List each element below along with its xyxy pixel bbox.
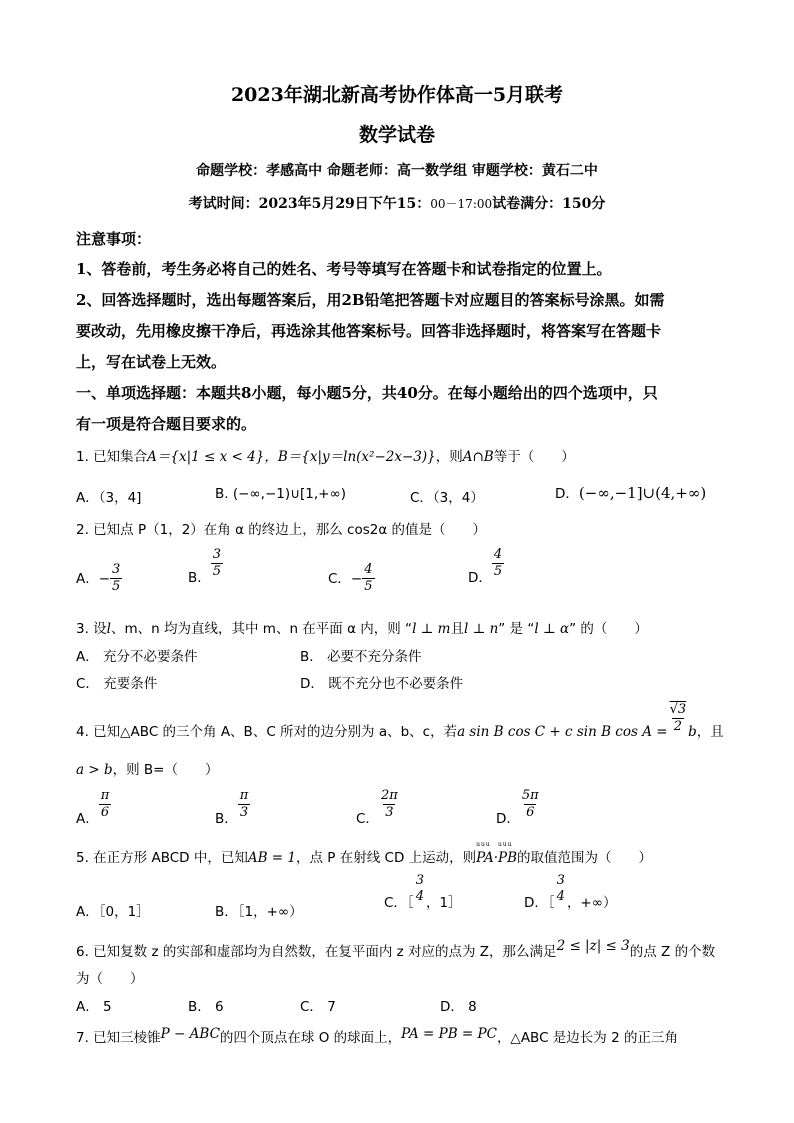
q5-option-c	[384, 873, 462, 912]
q1-option-c: C．（3，4）	[410, 490, 484, 506]
q1-option-d-math: (−∞,−1]∪(4,+∞)	[578, 484, 707, 502]
exam-subtitle: 数学试卷	[358, 124, 435, 146]
q2-c-num: 4	[364, 562, 373, 577]
exam-authors: 命题学校：孝感高中 命题老师：高一数学组 审题学校：黄石二中	[196, 163, 598, 179]
q6-option-c: C． 7	[300, 999, 336, 1015]
q2-a-num: 3	[112, 562, 121, 577]
q5-d-pre: D．［	[524, 895, 555, 912]
question-4-stem	[76, 702, 724, 740]
question-2-stem: 2. 已知点 P（1，2）在角 α 的终边上，那么 cos2α 的值是（ ）	[76, 522, 487, 538]
q5-vector-pa: uuu PA	[476, 850, 494, 866]
note-1: 1、答卷前，考生务必将自己的姓名、考号等填写在答题卡和试卷指定的位置上。	[76, 260, 612, 278]
q6-option-d: D． 8	[440, 999, 477, 1015]
q5-s3: 的取值范围为（ ）	[517, 850, 653, 866]
exam-time-line	[0, 193, 794, 213]
question-5-stem	[76, 846, 652, 866]
q4-d-den: 6	[526, 805, 535, 821]
q5-s2: ，点 P 在射线 CD 上运动，则	[296, 850, 477, 866]
q2-d-den: 5	[493, 564, 503, 580]
notes-heading: 注意事项：	[76, 230, 152, 248]
q4-option-d	[496, 788, 541, 827]
q2-option-c	[328, 562, 375, 596]
q5-d-fraction	[555, 873, 567, 906]
q5-c-pre: C．［	[384, 895, 414, 912]
q2-a-label: A．−	[76, 570, 111, 587]
q5-s1: 5. 在正方形 ABCD 中，已知	[76, 850, 248, 866]
q1-set-b: B＝{x|y＝ln(x²−2x−3)}	[277, 449, 436, 465]
q2-b-fraction	[211, 547, 223, 581]
q4-b-fraction	[238, 788, 251, 822]
note-2-line-1: 2、回答选择题时，选出每题答案后，用2B铅笔把答题卡对应题目的答案标号涂黑。如需	[76, 291, 665, 309]
q4-b-num: π	[239, 788, 249, 803]
q5-c-den: 4	[415, 889, 424, 905]
q2-b-den: 5	[212, 564, 222, 580]
q4-c-label: C．	[356, 810, 379, 827]
q1-set-a: A＝{x|1 ≤ x < 4}，	[147, 449, 278, 465]
q3-l: l	[106, 621, 111, 637]
q2-a-den: 5	[112, 579, 121, 595]
q5-option-d	[524, 873, 617, 912]
q4-b: b	[688, 723, 697, 740]
exam-full-score: 试卷满分：150分	[492, 196, 606, 212]
q2-b-num: 3	[212, 547, 222, 562]
q4-s2: ，且	[696, 723, 724, 740]
q3-cond-2: l ⊥ n	[463, 621, 499, 637]
q5-c-fraction	[414, 873, 426, 906]
q3-s5: ” 的（ ）	[569, 621, 648, 637]
q5-option-b: B．［1，+∞）	[215, 904, 303, 920]
q3-option-b: B． 必要不充分条件	[300, 649, 422, 665]
q4-option-b	[215, 788, 250, 827]
q2-d-num: 4	[493, 547, 503, 562]
q4-frac-den: 2	[673, 719, 682, 735]
q6-option-a: A． 5	[76, 999, 112, 1015]
note-2-line-3: 上，写在试卷上无效。	[76, 353, 227, 371]
q4-d-fraction	[520, 788, 541, 822]
q4-a-den: 6	[100, 805, 110, 821]
q1-pre: 1. 已知集合	[76, 449, 148, 465]
q1-intersection: A∩B	[462, 449, 494, 465]
q6-option-b: B． 6	[188, 999, 224, 1015]
q2-d-label: D．	[468, 569, 492, 586]
section-heading-line-1: 一、单项选择题：本题共8小题，每小题5分，共40分。在每小题给出的四个选项中，只	[76, 384, 658, 402]
q3-cond-3: l ⊥ α	[534, 621, 570, 637]
q3-option-c: C． 充要条件	[76, 676, 158, 692]
q6-s2: 的点 Z 的个数	[629, 944, 716, 960]
section-heading-line-2: 有一项是符合题目要求的。	[76, 415, 257, 433]
q7-s3: ，△ABC 是边长为 2 的正三角	[496, 1030, 678, 1046]
q2-option-a	[76, 562, 122, 596]
q4-option-c	[356, 788, 400, 827]
q3-option-a: A． 充分不必要条件	[76, 649, 198, 665]
q5-d-post: ，+∞）	[566, 895, 617, 912]
q4-a-label: A．	[76, 810, 99, 827]
q4-option-a	[76, 788, 111, 827]
q4-a-fraction	[99, 788, 112, 822]
q3-s3: 且	[450, 621, 464, 637]
q2-option-b	[188, 547, 223, 586]
q5-vector-pb: uuu PB	[498, 850, 517, 866]
q4-fraction	[668, 702, 689, 736]
q5-d-num: 3	[556, 873, 565, 888]
q6-condition: 2 ≤ |z| ≤ 3	[556, 938, 630, 954]
q4-c-den: 3	[385, 805, 394, 821]
exam-time: 考试时间：2023年5月29日下午15：	[188, 196, 431, 212]
q6-s1: 6. 已知复数 z 的实部和虚部均为自然数，在复平面内 z 对应的点为 Z，那么满足	[76, 944, 557, 960]
note-2-line-2: 要改动，先用橡皮擦干净后，再选涂其他答案标号。回答非选择题时，将答案写在答题卡	[76, 322, 662, 340]
q2-d-fraction	[492, 547, 504, 581]
question-6-line-2: 为（ ）	[76, 971, 144, 987]
q2-a-fraction	[110, 562, 122, 596]
q4-c-num: 2π	[380, 788, 398, 803]
q2-c-den: 5	[364, 579, 373, 595]
question-6-stem	[76, 940, 715, 960]
q3-option-d: D． 既不充分也不必要条件	[300, 676, 464, 692]
q3-s4: ” 是 “	[498, 621, 535, 637]
q3-cond-1: l ⊥ m	[412, 621, 451, 637]
q2-b-label: B．	[188, 569, 211, 586]
q5-option-a: A．［0，1］	[76, 904, 150, 920]
q5-d-den: 4	[556, 889, 565, 905]
q4-d-num: 5π	[521, 788, 539, 803]
q1-mid: ，则	[435, 449, 463, 465]
q4-ask: ，则 B=（ ）	[112, 762, 219, 778]
q1-option-a: A．（3，4]	[76, 490, 142, 506]
q2-c-label: C．−	[328, 570, 363, 587]
q7-tetrahedron: P − ABC	[160, 1026, 220, 1042]
q7-equality: PA = PB = PC	[401, 1026, 497, 1042]
q3-s1: 3. 设	[76, 621, 107, 637]
q4-b-label: B．	[215, 810, 238, 827]
q5-dot: ·	[493, 850, 499, 866]
question-3-stem	[76, 617, 648, 637]
q4-condition: a > b	[76, 762, 113, 778]
q7-s1: 7. 已知三棱锥	[76, 1030, 161, 1046]
q4-frac-num: √3	[669, 702, 687, 717]
q1-option-d	[555, 482, 706, 502]
q5-c-num: 3	[415, 873, 424, 888]
q1-option-b: B. (−∞,−1)∪[1,+∞)	[215, 486, 346, 502]
q3-s2: 、m、n 均为直线，其中 m、n 在平面 α 内，则 “	[111, 621, 413, 637]
q5-ab: AB = 1	[247, 850, 296, 866]
exam-title: 2023年湖北新高考协作体高一5月联考	[230, 84, 564, 106]
q4-d-label: D．	[496, 810, 520, 827]
q4-c-fraction	[379, 788, 400, 822]
q7-s2: 的四个顶点在球 O 的球面上，	[219, 1030, 402, 1046]
question-1-stem	[76, 445, 575, 465]
q4-expr: a sin B cos C + c sin B cos A =	[457, 723, 668, 740]
q1-option-d-label: D．	[555, 486, 579, 502]
q2-option-d	[468, 547, 504, 586]
q1-post: 等于（ ）	[493, 449, 575, 465]
q5-c-post: ，1］	[425, 895, 462, 912]
q4-s1: 4. 已知△ABC 的三个角 A、B、C 所对的边分别为 a、b、c，若	[76, 723, 458, 740]
question-7-stem	[76, 1026, 678, 1046]
q2-c-fraction	[362, 562, 374, 596]
q4-b-den: 3	[239, 805, 249, 821]
question-4-line-2	[76, 758, 218, 778]
exam-time-range: 00－17:00	[430, 197, 493, 211]
q4-a-num: π	[100, 788, 110, 803]
